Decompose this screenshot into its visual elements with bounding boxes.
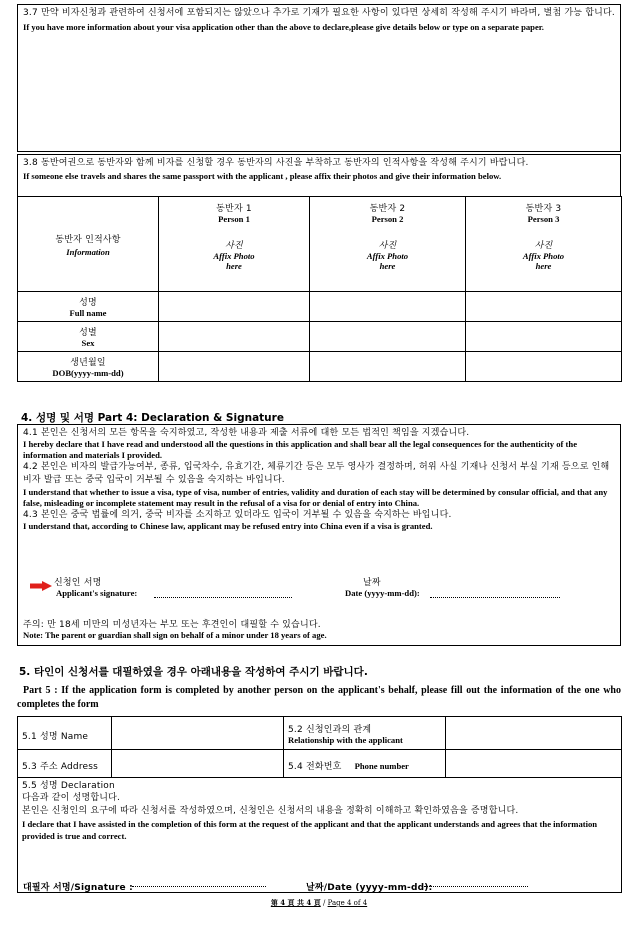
photo-kr: 사진	[534, 241, 553, 251]
p42-en: I understand that whether to issue a visa, type of visa, number of entries, validity and duration of each stay will be determined by consular official, and that any false, misleading or incomplete statement may result in the refusal of a visa for or denial of entry into China.	[23, 487, 608, 508]
person-1-kr: 동반자 1	[216, 204, 252, 214]
address-field[interactable]	[112, 750, 284, 778]
photo-en-2: here	[226, 261, 242, 271]
photo-en-1: Affix Photo	[213, 251, 255, 261]
person-1-name-field[interactable]	[159, 292, 310, 322]
part5-info-table	[17, 716, 622, 893]
full-name-en: Full name	[69, 308, 107, 318]
person-3-name-field[interactable]	[466, 292, 622, 322]
row-label-dob	[18, 352, 159, 382]
name-label: 5.1 성명 Name	[22, 731, 89, 742]
companion-header-kr: 동반자 인적사항	[55, 234, 121, 245]
person-1-dob-field[interactable]	[159, 352, 310, 382]
person-1-en: Person 1	[218, 214, 250, 224]
part5-title-en: Part 5 : If the application form is completed by another person on the applicant's behalf, please fill out the information of the one who completes the form	[17, 685, 621, 710]
declaration-en: I declare that I have assisted in the completion of this form at the request of the applicant and that the applicant understands and agrees that the information provided is true and correct.	[22, 819, 598, 841]
applicant-signature-kr: 신청인 서명	[54, 578, 102, 588]
proxy-date-field[interactable]	[424, 880, 528, 887]
person-3-dob-field[interactable]	[466, 352, 622, 382]
name-label-cell	[18, 717, 112, 750]
photo-en-2: here	[535, 261, 552, 271]
p41-en: I hereby declare that I have read and understood all the questions in this application and shall bear all the legal consequences for the authenticity of the information and materials I provided.	[23, 439, 578, 460]
p41-kr: 4.1 본인은 신청서의 모든 항목을 숙지하였고, 작성한 내용과 제출 서류에 대한 모든 법적인 책임을 지겠습니다.	[23, 428, 470, 438]
address-label-cell	[18, 750, 112, 778]
person-3-en: Person 3	[527, 214, 560, 224]
phone-label-kr: 5.4 전화번호	[288, 762, 342, 772]
p43-kr: 4.3 본인은 중국 법률에 의거, 중국 비자를 소지하고 있더라도 입국이 거부될 수 있음을 숙지하는 바입니다.	[23, 510, 452, 520]
declaration-kr-1: 다음과 같이 성명합니다.	[22, 793, 121, 803]
phone-field[interactable]	[446, 750, 622, 778]
dob-en: DOB(yyyy-mm-dd)	[52, 368, 124, 378]
phone-label-en: Phone number	[354, 761, 409, 771]
companion-table	[17, 196, 622, 382]
applicant-signature-field[interactable]	[154, 591, 292, 598]
photo-en-1: Affix Photo	[366, 251, 409, 261]
person-3-kr: 동반자 3	[525, 204, 562, 214]
companion-header-en: Information	[66, 246, 110, 257]
companion-header-cell	[18, 197, 159, 292]
s37-kr-text: 3.7 만약 비자신청과 관련하여 신청서에 포함되지는 않았으나 추가로 기재가 필요한 사항이 있다면 상세히 작성해 주시기 바라며, 별첨 가능 합니다.	[23, 8, 615, 18]
person-2-en: Person 2	[371, 214, 404, 224]
person-2-name-field[interactable]	[310, 292, 466, 322]
section-3-8-header	[17, 154, 621, 197]
photo-kr: 사진	[378, 241, 397, 251]
relationship-label-cell	[284, 717, 446, 750]
proxy-signature-label: 대필자 서명/Signature :	[23, 883, 133, 893]
minor-note-en: Note: The parent or guardian shall sign on behalf of a minor under 18 years of age.	[23, 630, 327, 640]
date-kr: 날짜	[363, 578, 381, 588]
photo-en-2: here	[379, 261, 396, 271]
sex-en: Sex	[81, 338, 95, 348]
footer-en: Page 4 of 4	[327, 899, 368, 907]
row-label-full-name	[18, 292, 159, 322]
p42-kr: 4.2 본인은 비자의 발급가능여부, 종류, 입국차수, 유효기간, 체류기간 등은 모두 영사가 결정하며, 허위 사실 기재나 신청서 부실 기재 등으로 인해 비자 발급 또는 중국 입국이 거부될 수 있음을 숙지하는 바입니다.	[23, 462, 610, 485]
address-label: 5.3 주소 Address	[22, 762, 99, 772]
s37-details-area[interactable]	[18, 57, 620, 151]
part4-title: 4. 성명 및 서명 Part 4: Declaration & Signature	[21, 412, 284, 424]
row-label-sex	[18, 322, 159, 352]
part4-box	[17, 424, 621, 646]
footer-sep: /	[322, 899, 328, 907]
footer-kr: 第 4 頁 共 4 頁	[270, 898, 321, 907]
sex-kr: 성별	[79, 328, 97, 338]
arrow-icon	[30, 576, 52, 586]
proxy-signature-field[interactable]	[132, 880, 266, 887]
proxy-date-label: 날짜/Date (yyyy-mm-dd):	[306, 883, 433, 893]
person-2-photo-cell[interactable]	[310, 197, 466, 292]
s38-kr-text: 3.8 동반여권으로 동반자와 함께 비자를 신청할 경우 동반자의 사진을 부착하고 동반자의 인적사항을 작성해 주시기 바랍니다.	[23, 158, 529, 168]
dob-kr: 생년월일	[70, 358, 106, 368]
person-3-photo-cell[interactable]	[466, 197, 622, 292]
applicant-signature-en: Applicant's signature:	[56, 588, 138, 598]
date-en: Date (yyyy-mm-dd):	[345, 588, 420, 598]
s38-en-text: If someone else travels and shares the same passport with the applicant , please affix their photos and give their information below.	[23, 171, 502, 181]
part5-title-kr: 5. 타인이 신청서를 대필하였을 경우 아래내용을 작성하여 주시기 바랍니다.	[19, 666, 368, 678]
person-3-sex-field[interactable]	[466, 322, 622, 352]
proxy-name-field[interactable]	[112, 717, 284, 750]
applicant-date-field[interactable]	[430, 591, 560, 598]
person-1-sex-field[interactable]	[159, 322, 310, 352]
relationship-field[interactable]	[446, 717, 622, 750]
page-footer	[17, 898, 621, 908]
person-2-dob-field[interactable]	[310, 352, 466, 382]
person-2-kr: 동반자 2	[369, 204, 406, 214]
full-name-kr: 성명	[79, 298, 97, 308]
declaration-kr-2: 본인은 신청인의 요구에 따라 신청서를 작성하였으며, 신청인은 신청서의 내용을 정확히 이해하고 확인하였음을 증명합니다.	[22, 806, 519, 816]
relationship-label-kr: 5.2 신청인과의 관계	[288, 724, 372, 735]
photo-kr: 사진	[225, 241, 243, 251]
minor-note-kr: 주의: 만 18세 미만의 미성년자는 부모 또는 후견인이 대필할 수 있습니다.	[23, 620, 321, 630]
relationship-label-en: Relationship with the applicant	[288, 734, 403, 745]
photo-en-1: Affix Photo	[522, 251, 565, 261]
section-3-7	[17, 4, 621, 152]
declaration-title: 5.5 성명 Declaration	[22, 781, 115, 791]
person-1-photo-cell[interactable]	[159, 197, 310, 292]
person-2-sex-field[interactable]	[310, 322, 466, 352]
phone-label-cell	[284, 750, 446, 778]
s37-en-text: If you have more information about your visa application other than the above to declare,please give details below or type on a separate paper.	[23, 22, 544, 32]
declaration-cell	[18, 778, 622, 893]
p43-en: I understand that, according to Chinese law, applicant may be refused entry into China even if a visa is granted.	[23, 521, 433, 531]
